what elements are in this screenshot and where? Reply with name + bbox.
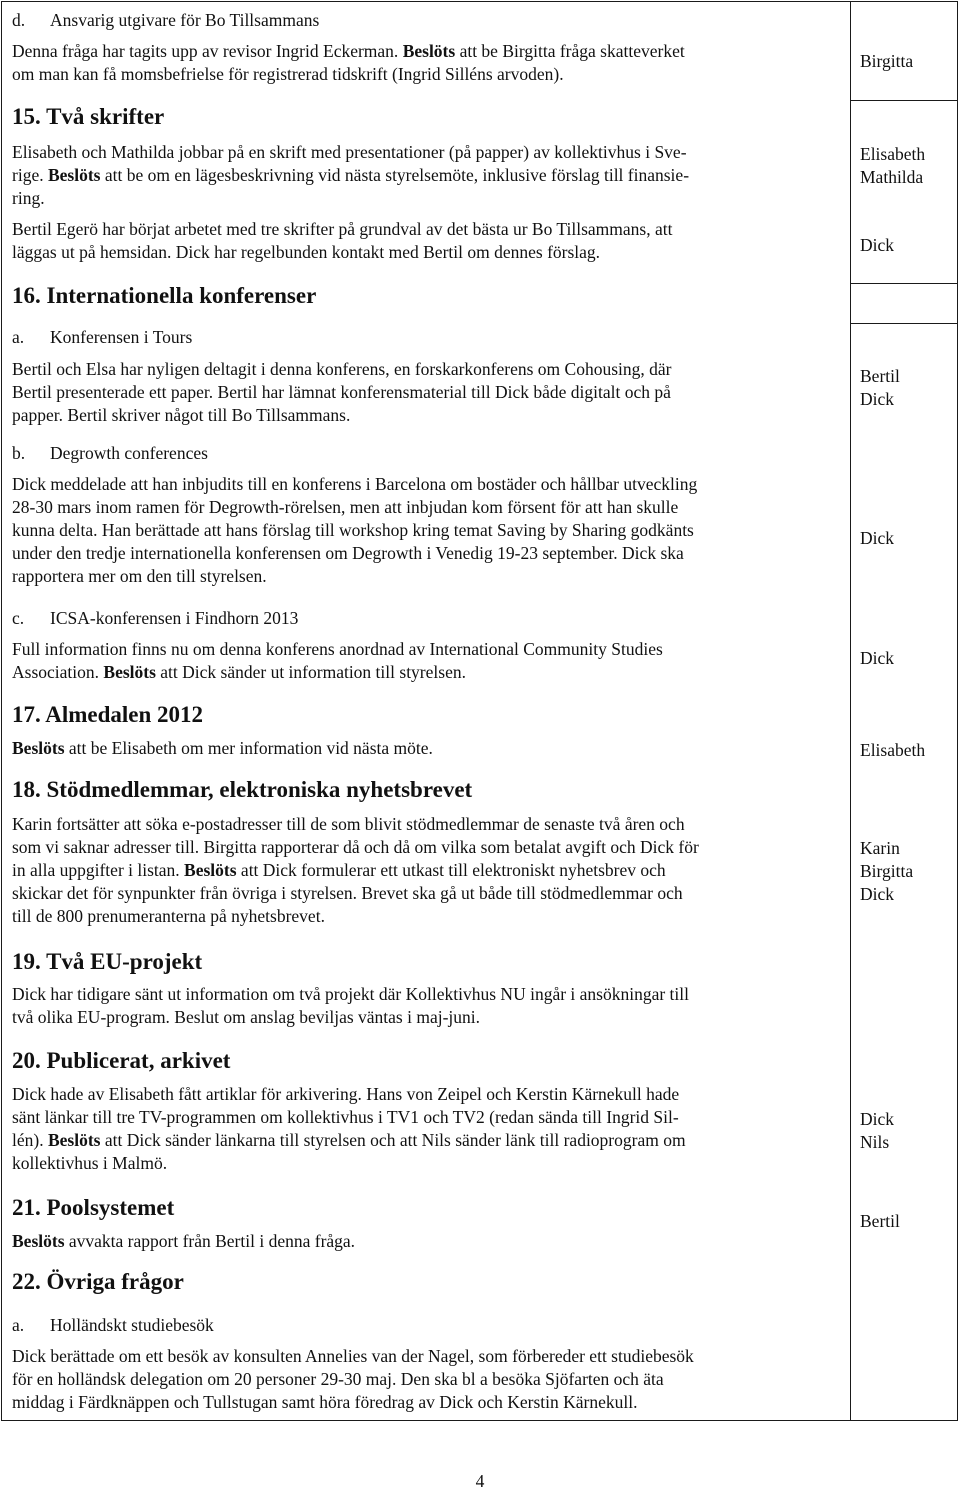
- section-title: 17. Almedalen 2012: [12, 702, 204, 727]
- text-run: Association.: [12, 662, 104, 682]
- text-run: som vi saknar adresser till. Birgitta rapporterar då och då om vilka som betalat avgift och Dick för: [12, 837, 699, 857]
- responsible-name: Dick: [860, 389, 895, 409]
- text-run: till de 800 prenumeranterna på nyhetsbrevet.: [12, 906, 325, 926]
- paragraph-line: [12, 358, 836, 381]
- section-heading: [12, 282, 836, 310]
- responsible-name: Dick: [860, 528, 895, 548]
- subsection-letter: a.: [12, 1315, 25, 1335]
- responsible-name: Bertil: [860, 1211, 900, 1231]
- paragraph-line: [12, 1368, 836, 1391]
- row-divider: [850, 283, 958, 284]
- decision-keyword: Beslöts: [103, 662, 156, 682]
- section-title: ICSA-konferensen i Findhorn 2013: [50, 608, 299, 628]
- paragraph-line: [12, 905, 836, 928]
- section-heading: [12, 103, 836, 131]
- responsible-cell: [860, 527, 955, 550]
- paragraph-line: [12, 737, 836, 760]
- text-run: middag i Färdknäppen och Tullstugan samt höra föredrag av Dick och Kerstin Kärnekull.: [12, 1392, 638, 1412]
- section-title: 16. Internationella konferenser: [12, 283, 317, 308]
- responsible-name: Mathilda: [860, 167, 924, 187]
- text-run: 28-30 mars inom ramen för Degrowth-rörelsen, men att inbjudan kom försent för att han skulle: [12, 497, 679, 517]
- responsible-name: Birgitta: [860, 861, 914, 881]
- text-run: in alla uppgifter i listan.: [12, 860, 185, 880]
- text-run: att Dick sänder ut information till styrelsen.: [155, 662, 466, 682]
- row-divider: [850, 100, 958, 101]
- paragraph-line: [12, 519, 836, 542]
- subsection-letter: c.: [12, 608, 25, 628]
- responsible-cell: [860, 739, 955, 762]
- text-run: Full information finns nu om denna konferens anordnad av International Community Studies: [12, 639, 663, 659]
- text-run: att be Birgitta fråga skatteverket: [455, 41, 685, 61]
- paragraph-line: [12, 473, 836, 496]
- text-run: rige.: [12, 165, 48, 185]
- section-title: Ansvarig utgivare för Bo Tillsammans: [50, 10, 320, 30]
- section-title: 18. Stödmedlemmar, elektroniska nyhetsbrevet: [12, 777, 473, 802]
- paragraph-line: [12, 1152, 836, 1175]
- paragraph-line: [12, 661, 836, 684]
- paragraph-line: [12, 404, 836, 427]
- paragraph-line: [12, 836, 836, 859]
- section-heading: [12, 1314, 836, 1337]
- text-run: under den tredje internationella konferensen om Degrowth i Venedig 19-23 september. Dick ska: [12, 543, 684, 563]
- text-run: Bertil presenterade ett paper. Bertil har lämnat konferensmaterial till Dick både digitalt och på: [12, 382, 671, 402]
- paragraph-line: [12, 813, 836, 836]
- text-run: om man kan få momsbefrielse för registrerad tidskrift (Ingrid Silléns arvoden).: [12, 64, 564, 84]
- section-heading: [12, 1047, 836, 1075]
- text-run: Dick hade av Elisabeth fått artiklar för arkivering. Hans von Zeipel och Kerstin Kärnekull hade: [12, 1084, 680, 1104]
- text-run: läggas ut på hemsidan. Dick har regelbunden kontakt med Bertil om dennes förslag.: [12, 242, 601, 262]
- paragraph-line: [12, 1106, 836, 1129]
- paragraph-line: [12, 218, 836, 241]
- text-run: kunna delta. Han berättade att hans förslag till workshop kring temat Saving by Sharing godkänts: [12, 520, 694, 540]
- paragraph-line: [12, 1391, 836, 1414]
- responsible-cell: [860, 365, 955, 411]
- text-run: att Dick formulerar ett utkast till elektroniskt nyhetsbrev och: [236, 860, 666, 880]
- paragraph-line: [12, 1129, 836, 1152]
- text-run: för en holländsk delegation om 20 personer 29-30 maj. Den ska bl a besöka Sjöfarten och äta: [12, 1369, 664, 1389]
- paragraph-line: [12, 241, 836, 264]
- section-title: 22. Övriga frågor: [12, 1269, 184, 1294]
- responsible-cell: [860, 1210, 955, 1233]
- section-heading: [12, 326, 836, 349]
- decision-keyword: Beslöts: [402, 41, 456, 61]
- text-run: två olika EU-program. Beslut om anslag beviljas väntas i maj-juni.: [12, 1007, 481, 1027]
- decision-keyword: Beslöts: [47, 165, 101, 185]
- subsection-letter: b.: [12, 443, 26, 463]
- section-title: Degrowth conferences: [50, 443, 208, 463]
- section-heading: [12, 701, 836, 729]
- decision-keyword: Beslöts: [12, 738, 65, 758]
- responsible-name: Elisabeth: [860, 740, 926, 760]
- page-number: 4: [475, 1471, 485, 1491]
- paragraph-line: [12, 565, 836, 588]
- text-run: ring.: [12, 188, 45, 208]
- decision-keyword: Beslöts: [184, 860, 237, 880]
- text-run: Bertil Egerö har börjat arbetet med tre skrifter på grundval av det bästa ur Bo Tillsammans, att: [12, 219, 673, 239]
- text-run: Karin fortsätter att söka e-postadresser till de som blivit stödmedlemmar de senaste två åren och: [12, 814, 685, 834]
- paragraph-line: [12, 164, 836, 187]
- responsible-cell: [860, 837, 955, 906]
- section-title: 15. Två skrifter: [12, 104, 165, 129]
- section-heading: [12, 442, 836, 465]
- responsible-name: Karin: [860, 838, 900, 858]
- section-heading: [12, 9, 836, 32]
- text-run: avvakta rapport från Bertil i denna fråga.: [64, 1231, 356, 1251]
- section-heading: [12, 1268, 836, 1296]
- paragraph-line: [12, 187, 836, 210]
- section-heading: [12, 1194, 836, 1222]
- responsible-name: Dick: [860, 1109, 895, 1129]
- text-run: skickar det för synpunkter från övriga i styrelsen. Brevet ska gå ut både till stödmedlemmar och: [12, 883, 683, 903]
- paragraph-line: [12, 983, 836, 1006]
- text-run: Bertil och Elsa har nyligen deltagit i denna konferens, en forskarkonferens om Cohousing, där: [12, 359, 672, 379]
- paragraph-line: [12, 1230, 836, 1253]
- row-divider: [850, 323, 958, 324]
- paragraph-line: [12, 542, 836, 565]
- section-title: Holländskt studiebesök: [50, 1315, 214, 1335]
- text-run: att be Elisabeth om mer information vid nästa möte.: [64, 738, 433, 758]
- responsible-name: Dick: [860, 235, 895, 255]
- paragraph-line: [12, 40, 836, 63]
- paragraph-line: [12, 1345, 836, 1368]
- section-heading: [12, 607, 836, 630]
- text-run: rapportera mer om den till styrelsen.: [12, 566, 267, 586]
- paragraph-line: [12, 638, 836, 661]
- text-run: papper. Bertil skriver något till Bo Tillsammans.: [12, 405, 351, 425]
- paragraph-line: [12, 63, 836, 86]
- responsible-name: Dick: [860, 884, 895, 904]
- section-title: 19. Två EU-projekt: [12, 949, 203, 974]
- section-title: 21. Poolsystemet: [12, 1195, 175, 1220]
- responsible-cell: [860, 143, 955, 189]
- text-run: att Dick sänder länkarna till styrelsen och att Nils sänder länk till radioprogram om: [100, 1130, 686, 1150]
- section-heading: [12, 776, 836, 804]
- responsible-name: Elisabeth: [860, 144, 926, 164]
- text-run: Dick berättade om ett besök av konsulten Annelies van der Nagel, som förbereder ett studiebesök: [12, 1346, 694, 1366]
- text-run: Dick har tidigare sänt ut information om två projekt där Kollektivhus NU ingår i ansökningar till: [12, 984, 690, 1004]
- text-run: Elisabeth och Mathilda jobbar på en skrift med presentationer (på papper) av kollektivhus i Sve-: [12, 142, 687, 162]
- subsection-letter: d.: [12, 10, 26, 30]
- text-run: kollektivhus i Malmö.: [12, 1153, 168, 1173]
- paragraph-line: [12, 496, 836, 519]
- responsible-cell: [860, 50, 955, 73]
- paragraph-line: [12, 882, 836, 905]
- decision-keyword: Beslöts: [12, 1231, 65, 1251]
- text-run: att be om en lägesbeskrivning vid nästa styrelsemöte, inklusive förslag till finansie-: [100, 165, 690, 185]
- paragraph-line: [12, 381, 836, 404]
- section-heading: [12, 948, 836, 976]
- column-divider: [850, 2, 851, 1420]
- responsible-name: Dick: [860, 648, 895, 668]
- responsible-cell: [860, 1108, 955, 1154]
- paragraph-line: [12, 141, 836, 164]
- decision-keyword: Beslöts: [47, 1130, 101, 1150]
- responsible-name: Nils: [860, 1132, 890, 1152]
- responsible-cell: [860, 647, 955, 670]
- subsection-letter: a.: [12, 327, 25, 347]
- responsible-cell: [860, 234, 955, 257]
- paragraph-line: [12, 1083, 836, 1106]
- text-run: lén).: [12, 1130, 48, 1150]
- section-title: Konferensen i Tours: [50, 327, 193, 347]
- text-run: Denna fråga har tagits upp av revisor Ingrid Eckerman.: [12, 41, 403, 61]
- text-run: sänt länkar till tre TV-programmen om kollektivhus i TV1 och TV2 (redan sända till Ingrid Sil-: [12, 1107, 679, 1127]
- paragraph-line: [12, 859, 836, 882]
- paragraph-line: [12, 1006, 836, 1029]
- responsible-name: Birgitta: [860, 51, 914, 71]
- text-run: Dick meddelade att han inbjudits till en konferens i Barcelona om bostäder och hållbar utveckling: [12, 474, 698, 494]
- section-title: 20. Publicerat, arkivet: [12, 1048, 231, 1073]
- responsible-name: Bertil: [860, 366, 900, 386]
